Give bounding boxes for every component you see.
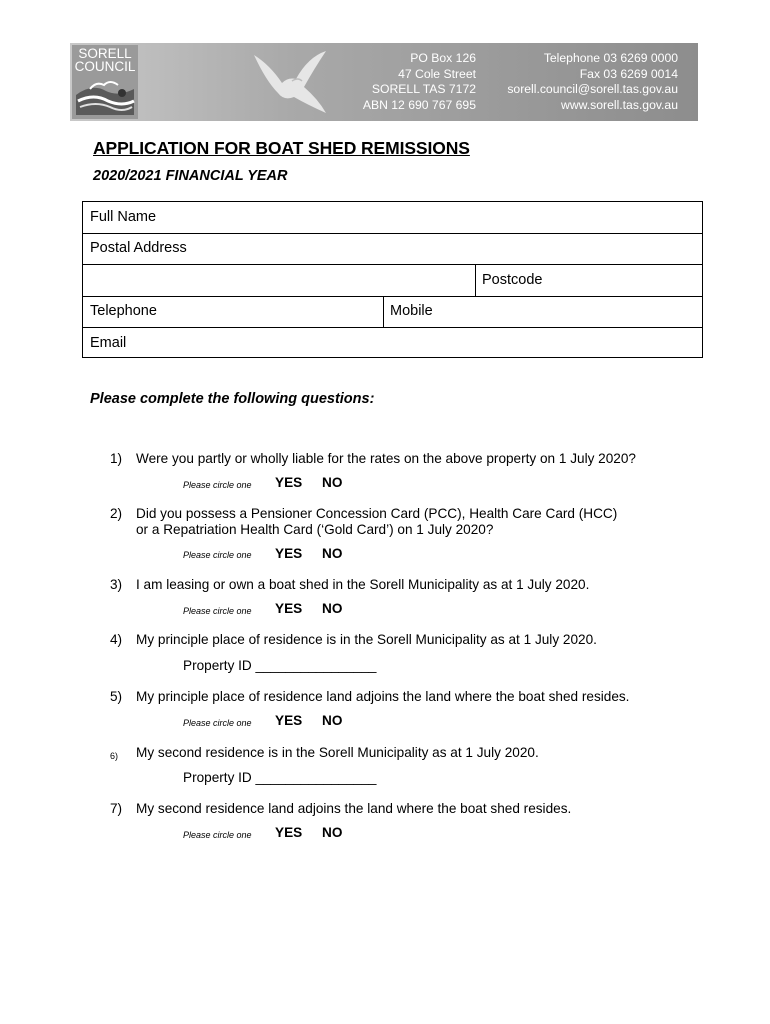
contact-block [507,51,678,113]
abn-line: ABN 12 690 767 695 [362,97,476,112]
row-postal-address [83,233,702,265]
q4-property-id-field[interactable]: Property ID ________________ [183,658,377,673]
financial-year: 2020/2021 FINANCIAL YEAR [93,168,288,184]
question-text: I am leasing or own a boat shed in the Sorell Municipality as at 1 July 2020. [136,577,590,592]
email-label: Email [90,335,127,351]
telephone-line: Telephone 03 6269 0000 [543,51,678,65]
email-link[interactable]: sorell.council@sorell.tas.gov.au [507,82,678,96]
row-email [83,328,702,358]
q5-no-option[interactable]: NO [322,713,343,728]
row-postcode [83,265,702,297]
q1-yes-option[interactable]: YES [275,475,303,490]
instructions: Please complete the following questions: [90,391,375,407]
letterhead [70,43,698,121]
q3-yes-option[interactable]: YES [275,601,303,616]
q5-yes-option[interactable]: YES [275,713,303,728]
row-full-name [83,202,702,234]
question-text: My second residence is in the Sorell Municipality as at 1 July 2020. [136,745,539,760]
question-number: 5) [110,689,123,704]
email-field[interactable] [83,328,702,358]
q7-yes-option[interactable]: YES [275,825,303,840]
question-text: or a Repatriation Health Card (‘Gold Card’) on 1 July 2020? [136,522,494,537]
full-name-field[interactable] [83,202,702,233]
telephone-label: Telephone [90,303,157,319]
logo-text-council: COUNCIL [74,59,136,74]
question-text: Were you partly or wholly liable for the rates on the above property on 1 July 2020? [136,451,636,466]
q2-yes-option[interactable]: YES [275,546,303,561]
question-text: My principle place of residence is in the Sorell Municipality as at 1 July 2020. [136,632,597,647]
question-number: 4) [110,632,123,647]
circle-hint: Please circle one [183,830,252,840]
q1-no-option[interactable]: NO [322,475,343,490]
question-number: 6) [110,751,119,761]
question-number: 7) [110,801,123,816]
logo-text-sorell: SORELL [78,46,132,61]
applicant-details-table [82,201,703,358]
q6-property-id-field[interactable]: Property ID ________________ [183,770,377,785]
mobile-field[interactable] [383,296,702,327]
mobile-label: Mobile [390,303,433,319]
telephone-field[interactable] [83,296,383,327]
q2-no-option[interactable]: NO [322,546,343,561]
question-number: 1) [110,451,123,466]
circle-hint: Please circle one [183,550,252,560]
question-text: My principle place of residence land adjoins the land where the boat shed resides. [136,689,630,704]
question-text: My second residence land adjoins the land where the boat shed resides. [136,801,572,816]
circle-hint: Please circle one [183,606,252,616]
circle-hint: Please circle one [183,480,252,490]
address-line: PO Box 126 [410,51,476,65]
address-line: SORELL TAS 7172 [371,82,476,96]
q3-no-option[interactable]: NO [322,601,343,616]
question-number: 3) [110,577,123,592]
question-text: Did you possess a Pensioner Concession Card (PCC), Health Care Card (HCC) [136,506,618,521]
page-title: APPLICATION FOR BOAT SHED REMISSIONS [93,138,470,158]
postal-address-field[interactable] [83,233,702,264]
q7-no-option[interactable]: NO [322,825,343,840]
postcode-field[interactable] [475,265,702,296]
fax-line: Fax 03 6269 0014 [579,66,678,81]
council-logo [72,45,138,119]
circle-hint: Please circle one [183,718,252,728]
address-line: 47 Cole Street [398,66,476,81]
postcode-label: Postcode [482,272,543,288]
question-number: 2) [110,506,123,521]
postal-address-label: Postal Address [90,240,187,256]
website-link[interactable]: www.sorell.tas.gov.au [561,97,678,112]
full-name-label: Full Name [90,209,157,225]
postal-address-continued-field[interactable] [83,265,475,296]
row-phone [83,296,702,328]
postal-address-block [363,51,476,113]
bird-icon [248,47,330,117]
